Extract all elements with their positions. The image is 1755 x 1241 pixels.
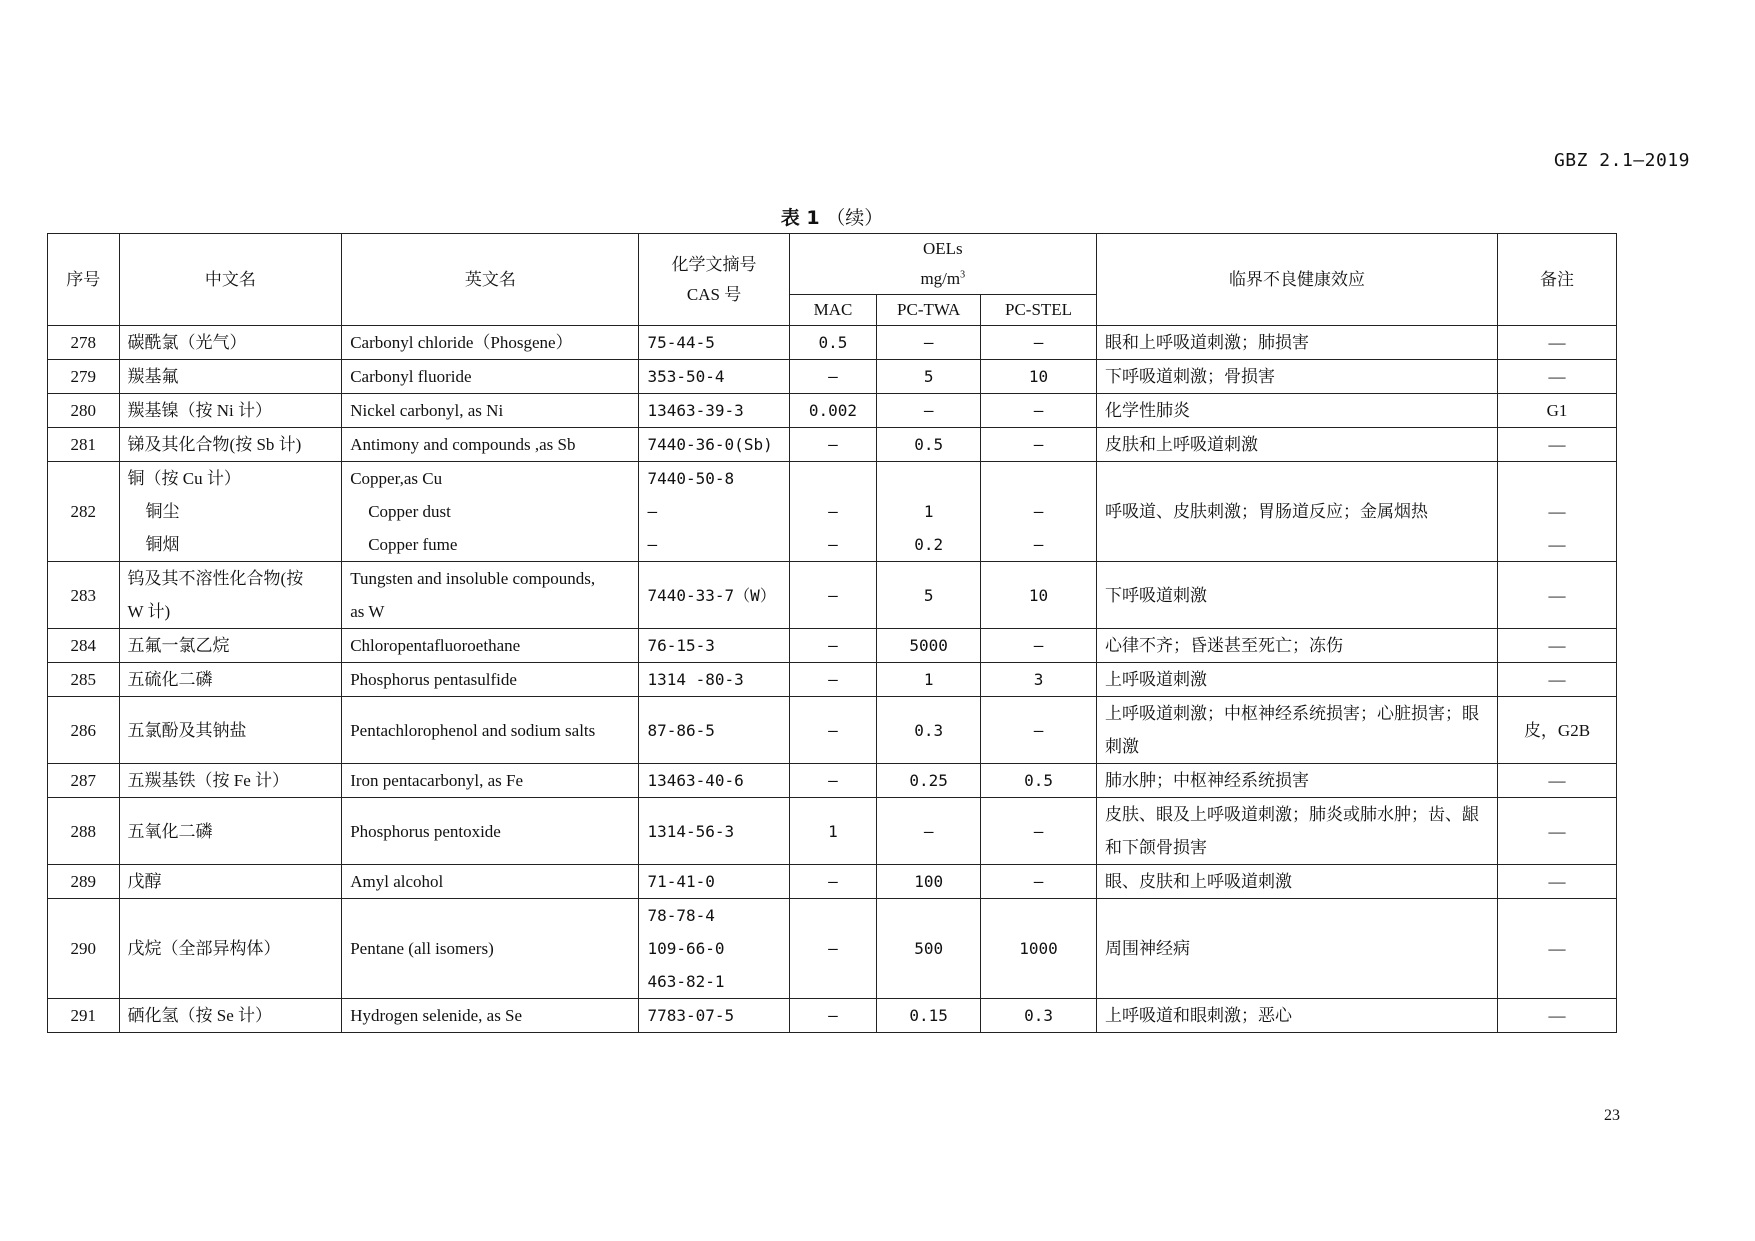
cell-en [342, 865, 639, 899]
cell-en-line: Nickel carbonyl, as Ni [350, 401, 504, 420]
cell-cn-line: 钨及其不溶性化合物(按 [127, 569, 304, 588]
cell-mac [789, 360, 877, 394]
cell-note-line: — [1548, 771, 1566, 790]
cell-cas [639, 394, 789, 428]
cell-en [342, 899, 639, 999]
caption-continued: （续） [826, 207, 884, 229]
cell-mac [789, 798, 877, 865]
cell-cas-line: 7440-50-8 [647, 469, 735, 488]
cell-stel-line: — [1033, 502, 1044, 521]
cell-cn [119, 360, 342, 394]
header-no: 序号 [48, 234, 120, 326]
cell-twa-line: 100 [914, 872, 944, 891]
cell-en-line: Amyl alcohol [350, 872, 444, 891]
cell-en [342, 462, 639, 562]
cell-cas [639, 428, 789, 462]
cell-en-line: Copper fume [368, 535, 458, 554]
cell-cas [639, 326, 789, 360]
cell-cn-line: 戊醇 [127, 872, 162, 891]
cell-en-line: Pentane (all isomers) [350, 939, 494, 958]
cell-en [342, 798, 639, 865]
cell-no: 280 [48, 394, 120, 428]
cell-en-line: Copper dust [368, 502, 451, 521]
table-row [48, 394, 1617, 428]
table-row [48, 428, 1617, 462]
cell-cn-line: 戊烷（全部异构体） [127, 939, 281, 958]
cell-no: 279 [48, 360, 120, 394]
page-number: 23 [1604, 1107, 1620, 1124]
cell-cas-line: 1314 -80-3 [647, 670, 744, 689]
cell-cn [119, 629, 342, 663]
cell-cn-line: 羰基镍（按 Ni 计） [127, 401, 273, 420]
cell-cas [639, 865, 789, 899]
cell-cn-line: 五氟一氯乙烷 [127, 636, 230, 655]
cell-note-line: — [1548, 435, 1566, 454]
cell-en-line: Antimony and compounds ,as Sb [350, 435, 576, 454]
header-unit [798, 264, 1088, 294]
cell-twa [877, 326, 981, 360]
cell-mac [789, 663, 877, 697]
cell-cas-line: — [647, 535, 658, 554]
cell-mac-line: — [828, 939, 838, 958]
cell-note [1498, 462, 1617, 562]
header-oels [789, 234, 1096, 295]
header-oels-label: OELs [922, 239, 963, 258]
cell-note [1498, 865, 1617, 899]
header-effect: 临界不良健康效应 [1096, 234, 1497, 326]
cell-cas-line: 109-66-0 [647, 939, 725, 958]
cell-note-line: — [1548, 535, 1566, 554]
cell-mac [789, 629, 877, 663]
header-unit-base: mg/m [920, 269, 961, 288]
cell-stel [981, 764, 1097, 798]
header-note: 备注 [1498, 234, 1617, 326]
header-twa: PC-TWA [877, 295, 981, 326]
cell-en [342, 326, 639, 360]
cell-note [1498, 394, 1617, 428]
cell-no: 290 [48, 899, 120, 999]
cell-note-line: — [1548, 502, 1566, 521]
cell-en [342, 360, 639, 394]
cell-en [342, 394, 639, 428]
cell-mac-line: 0.5 [818, 333, 848, 352]
cell-note [1498, 764, 1617, 798]
cell-cn [119, 462, 342, 562]
cell-cas [639, 462, 789, 562]
cell-en [342, 764, 639, 798]
cell-stel [981, 999, 1097, 1033]
cell-no: 278 [48, 326, 120, 360]
cell-effect: 下呼吸道刺激；骨损害 [1096, 360, 1497, 394]
cell-effect: 眼和上呼吸道刺激；肺损害 [1096, 326, 1497, 360]
cell-mac-line: — [828, 502, 838, 521]
cell-stel [981, 360, 1097, 394]
standard-code: GBZ 2.1—2019 [1553, 150, 1690, 171]
table-row [48, 663, 1617, 697]
cell-cn-line: 铜（按 Cu 计） [127, 469, 241, 488]
cell-twa-line: 0.3 [914, 720, 944, 740]
cell-mac-line: — [828, 535, 838, 554]
cell-cn-line: 五羰基铁（按 Fe 计） [127, 771, 290, 790]
cell-cas [639, 798, 789, 865]
cell-stel [981, 462, 1097, 562]
cell-cn [119, 865, 342, 899]
cell-stel [981, 663, 1097, 697]
cell-en-line: Iron pentacarbonyl, as Fe [350, 771, 523, 790]
cell-twa-line: 0.2 [914, 535, 944, 554]
table-row [48, 360, 1617, 394]
cell-cas [639, 899, 789, 999]
cell-cn-line: 羰基氟 [127, 367, 179, 386]
cell-effect: 皮肤、眼及上呼吸道刺激；肺炎或肺水肿；齿、龈和下颌骨损害 [1096, 798, 1497, 865]
cell-effect: 皮肤和上呼吸道刺激 [1096, 428, 1497, 462]
cell-cas [639, 999, 789, 1033]
cell-note-line: — [1548, 585, 1566, 605]
table-body [48, 326, 1617, 1033]
cell-en-line: Tungsten and insoluble compounds, [350, 569, 596, 588]
cell-effect: 眼、皮肤和上呼吸道刺激 [1096, 865, 1497, 899]
cell-stel-line: — [1033, 333, 1044, 352]
cell-mac [789, 865, 877, 899]
cell-cas-line: 7440-33-7（W） [647, 585, 776, 605]
cell-stel-line: 1000 [1019, 939, 1058, 958]
cell-twa [877, 428, 981, 462]
cell-stel [981, 798, 1097, 865]
cell-note [1498, 899, 1617, 999]
cell-cn-line: 五氯酚及其钠盐 [127, 720, 247, 740]
header-cas [639, 234, 789, 326]
cell-stel-line: 0.3 [1024, 1006, 1053, 1025]
cell-stel [981, 562, 1097, 629]
cell-en [342, 663, 639, 697]
cell-cas-line: 87-86-5 [647, 720, 715, 740]
cell-cas-line: 463-82-1 [647, 972, 725, 991]
header-row-1 [48, 234, 1617, 295]
cell-effect: 肺水肿；中枢神经系统损害 [1096, 764, 1497, 798]
cell-note [1498, 428, 1617, 462]
cell-note-line [1506, 462, 1608, 495]
cell-mac-line: — [828, 872, 838, 891]
cell-mac [789, 394, 877, 428]
cell-cn-line: 硒化氢（按 Se 计） [127, 1006, 273, 1025]
header-stel: PC-STEL [981, 295, 1097, 326]
cell-effect: 心律不齐；昏迷甚至死亡；冻伤 [1096, 629, 1497, 663]
table-row [48, 865, 1617, 899]
cell-mac [789, 462, 877, 562]
cell-note-line: — [1548, 670, 1566, 689]
cell-en-line: Copper,as Cu [350, 469, 443, 488]
cell-effect: 上呼吸道刺激；中枢神经系统损害；心脏损害；眼刺激 [1096, 697, 1497, 764]
cell-no: 284 [48, 629, 120, 663]
cell-cas-line: 353-50-4 [647, 367, 725, 386]
cell-stel-line: 10 [1028, 367, 1049, 386]
cell-note-line: — [1548, 872, 1566, 891]
table-row [48, 462, 1617, 562]
cell-cas-line: 76-15-3 [647, 636, 715, 655]
cell-note [1498, 798, 1617, 865]
cell-cn [119, 326, 342, 360]
cell-cas [639, 764, 789, 798]
cell-note [1498, 326, 1617, 360]
cell-twa-line: 5000 [909, 636, 948, 655]
header-cas-line1: 化学文摘号 [671, 254, 757, 274]
cell-mac [789, 428, 877, 462]
cell-stel-line: — [1033, 636, 1044, 655]
cell-cn [119, 663, 342, 697]
cell-en-line: Phosphorus pentasulfide [350, 670, 517, 689]
header-mac: MAC [789, 295, 877, 326]
cell-note-line: — [1548, 367, 1566, 386]
cell-note-line: 皮，G2B [1523, 720, 1591, 740]
cell-cn-line: W 计) [127, 602, 171, 621]
cell-note [1498, 629, 1617, 663]
cell-mac-line: — [828, 636, 838, 655]
cell-cn [119, 999, 342, 1033]
cell-note [1498, 360, 1617, 394]
caption-title: 表 1 [780, 207, 820, 229]
cell-twa-line: 0.25 [909, 771, 948, 790]
cell-twa-line: 1 [923, 502, 934, 521]
cell-mac-line: — [828, 720, 838, 740]
cell-cas-line: 13463-40-6 [647, 771, 744, 790]
cell-en-line: Pentachlorophenol and sodium salts [350, 720, 596, 740]
cell-note-line: G1 [1546, 401, 1568, 420]
cell-cas [639, 360, 789, 394]
cell-cn [119, 764, 342, 798]
cell-no: 288 [48, 798, 120, 865]
cell-cn-line: 五硫化二磷 [127, 670, 213, 689]
cell-effect: 呼吸道、皮肤刺激；胃肠道反应；金属烟热 [1096, 462, 1497, 562]
cell-stel-line: 3 [1033, 670, 1044, 689]
cell-en [342, 428, 639, 462]
cell-cas [639, 697, 789, 764]
cell-en-line: Chloropentafluoroethane [350, 636, 521, 655]
cell-no: 281 [48, 428, 120, 462]
cell-mac-line: — [828, 670, 838, 689]
cell-twa-line: — [923, 333, 934, 352]
cell-twa-line: 500 [914, 939, 944, 958]
cell-twa [877, 865, 981, 899]
cell-cas-line: 75-44-5 [647, 333, 715, 352]
cell-no: 287 [48, 764, 120, 798]
cell-stel [981, 697, 1097, 764]
cell-stel [981, 428, 1097, 462]
cell-twa [877, 394, 981, 428]
cell-twa-line: 0.15 [909, 1006, 948, 1025]
cell-cas-line: 78-78-4 [647, 906, 715, 925]
cell-no: 282 [48, 462, 120, 562]
cell-note [1498, 663, 1617, 697]
cell-stel [981, 629, 1097, 663]
cell-cas-line: 7783-07-5 [647, 1006, 735, 1025]
cell-en [342, 562, 639, 629]
cell-cn [119, 562, 342, 629]
cell-note-line: — [1548, 939, 1566, 958]
cell-mac [789, 326, 877, 360]
cell-stel-line: — [1033, 720, 1044, 740]
cell-stel [981, 865, 1097, 899]
cell-cas-line: 71-41-0 [647, 872, 715, 891]
cell-stel-line: — [1033, 435, 1044, 454]
cell-stel-line: 10 [1028, 585, 1049, 605]
cell-en-line: Hydrogen selenide, as Se [350, 1006, 523, 1025]
cell-en-line: Carbonyl chloride（Phosgene） [350, 333, 573, 352]
cell-effect: 周围神经病 [1096, 899, 1497, 999]
table-row [48, 798, 1617, 865]
header-cas-line2: CAS 号 [686, 284, 742, 304]
cell-cas [639, 629, 789, 663]
header-en-name: 英文名 [342, 234, 639, 326]
cell-mac-line: — [828, 1006, 838, 1025]
cell-note-line: — [1548, 333, 1566, 352]
cell-cas-line: 1314-56-3 [647, 821, 735, 841]
cell-effect: 上呼吸道和眼刺激；恶心 [1096, 999, 1497, 1033]
cell-twa-line: 5 [923, 367, 934, 386]
cell-no: 285 [48, 663, 120, 697]
cell-mac [789, 899, 877, 999]
cell-twa-line: — [923, 821, 934, 841]
cell-stel-line [989, 462, 1088, 495]
table-row [48, 764, 1617, 798]
cell-mac-line: — [828, 367, 838, 386]
cell-cas [639, 663, 789, 697]
cell-en-line: Carbonyl fluoride [350, 367, 472, 386]
table-caption [47, 203, 1617, 230]
table-row [48, 326, 1617, 360]
cell-cas [639, 562, 789, 629]
cell-stel-line: 0.5 [1024, 771, 1053, 790]
table-row [48, 629, 1617, 663]
cell-mac [789, 764, 877, 798]
cell-twa [877, 899, 981, 999]
cell-cn-line: 铜尘 [145, 502, 180, 521]
header-unit-sup: 3 [960, 269, 966, 281]
cell-no: 289 [48, 865, 120, 899]
cell-twa [877, 360, 981, 394]
header-cn-name: 中文名 [119, 234, 342, 326]
cell-mac-line: — [828, 771, 838, 790]
cell-twa-line: 0.5 [914, 435, 944, 454]
cell-effect: 上呼吸道刺激 [1096, 663, 1497, 697]
cell-mac-line: 0.002 [808, 401, 858, 420]
cell-mac-line [798, 462, 869, 495]
cell-twa [877, 764, 981, 798]
cell-twa [877, 562, 981, 629]
cell-note-line: — [1548, 821, 1566, 841]
cell-note [1498, 697, 1617, 764]
cell-twa [877, 697, 981, 764]
cell-en-line: Phosphorus pentoxide [350, 821, 501, 841]
cell-note [1498, 999, 1617, 1033]
cell-cn [119, 899, 342, 999]
table-row [48, 562, 1617, 629]
table-row [48, 999, 1617, 1033]
cell-cas-line: 13463-39-3 [647, 401, 744, 420]
cell-twa [877, 629, 981, 663]
cell-twa [877, 663, 981, 697]
cell-effect: 下呼吸道刺激 [1096, 562, 1497, 629]
cell-no: 291 [48, 999, 120, 1033]
cell-cn-line: 五氧化二磷 [127, 821, 213, 841]
cell-cn [119, 697, 342, 764]
cell-no: 286 [48, 697, 120, 764]
cell-stel-line: — [1033, 535, 1044, 554]
cell-note [1498, 562, 1617, 629]
cell-twa-line [885, 462, 972, 495]
cell-twa-line: 1 [923, 670, 934, 689]
table-row [48, 899, 1617, 999]
cell-effect: 化学性肺炎 [1096, 394, 1497, 428]
cell-cn-line: 碳酰氯（光气） [127, 333, 247, 352]
cell-cas-line: — [647, 502, 658, 521]
table-row [48, 697, 1617, 764]
cell-no: 283 [48, 562, 120, 629]
cell-cn-line: 锑及其化合物(按 Sb 计) [127, 435, 302, 454]
cell-twa-line: — [923, 401, 934, 420]
oel-table [47, 233, 1617, 1033]
cell-mac-line: 1 [828, 821, 838, 841]
cell-stel [981, 326, 1097, 360]
cell-cn [119, 428, 342, 462]
cell-stel-line: — [1033, 401, 1044, 420]
cell-mac-line: — [828, 585, 838, 605]
cell-cas-line: 7440-36-0(Sb) [647, 435, 773, 454]
cell-en-line: as W [350, 602, 385, 621]
cell-twa-line: 5 [923, 585, 934, 605]
cell-mac [789, 562, 877, 629]
cell-twa [877, 798, 981, 865]
cell-twa [877, 999, 981, 1033]
cell-en [342, 697, 639, 764]
cell-mac [789, 697, 877, 764]
cell-en [342, 629, 639, 663]
cell-note-line: — [1548, 636, 1566, 655]
cell-twa [877, 462, 981, 562]
cell-mac-line: — [828, 435, 838, 454]
cell-cn-line: 铜烟 [145, 535, 180, 554]
cell-cn [119, 798, 342, 865]
cell-note-line: — [1548, 1006, 1566, 1025]
cell-stel-line: — [1033, 872, 1044, 891]
cell-stel [981, 899, 1097, 999]
cell-stel [981, 394, 1097, 428]
cell-en [342, 999, 639, 1033]
cell-cn [119, 394, 342, 428]
cell-stel-line: — [1033, 821, 1044, 841]
cell-mac [789, 999, 877, 1033]
